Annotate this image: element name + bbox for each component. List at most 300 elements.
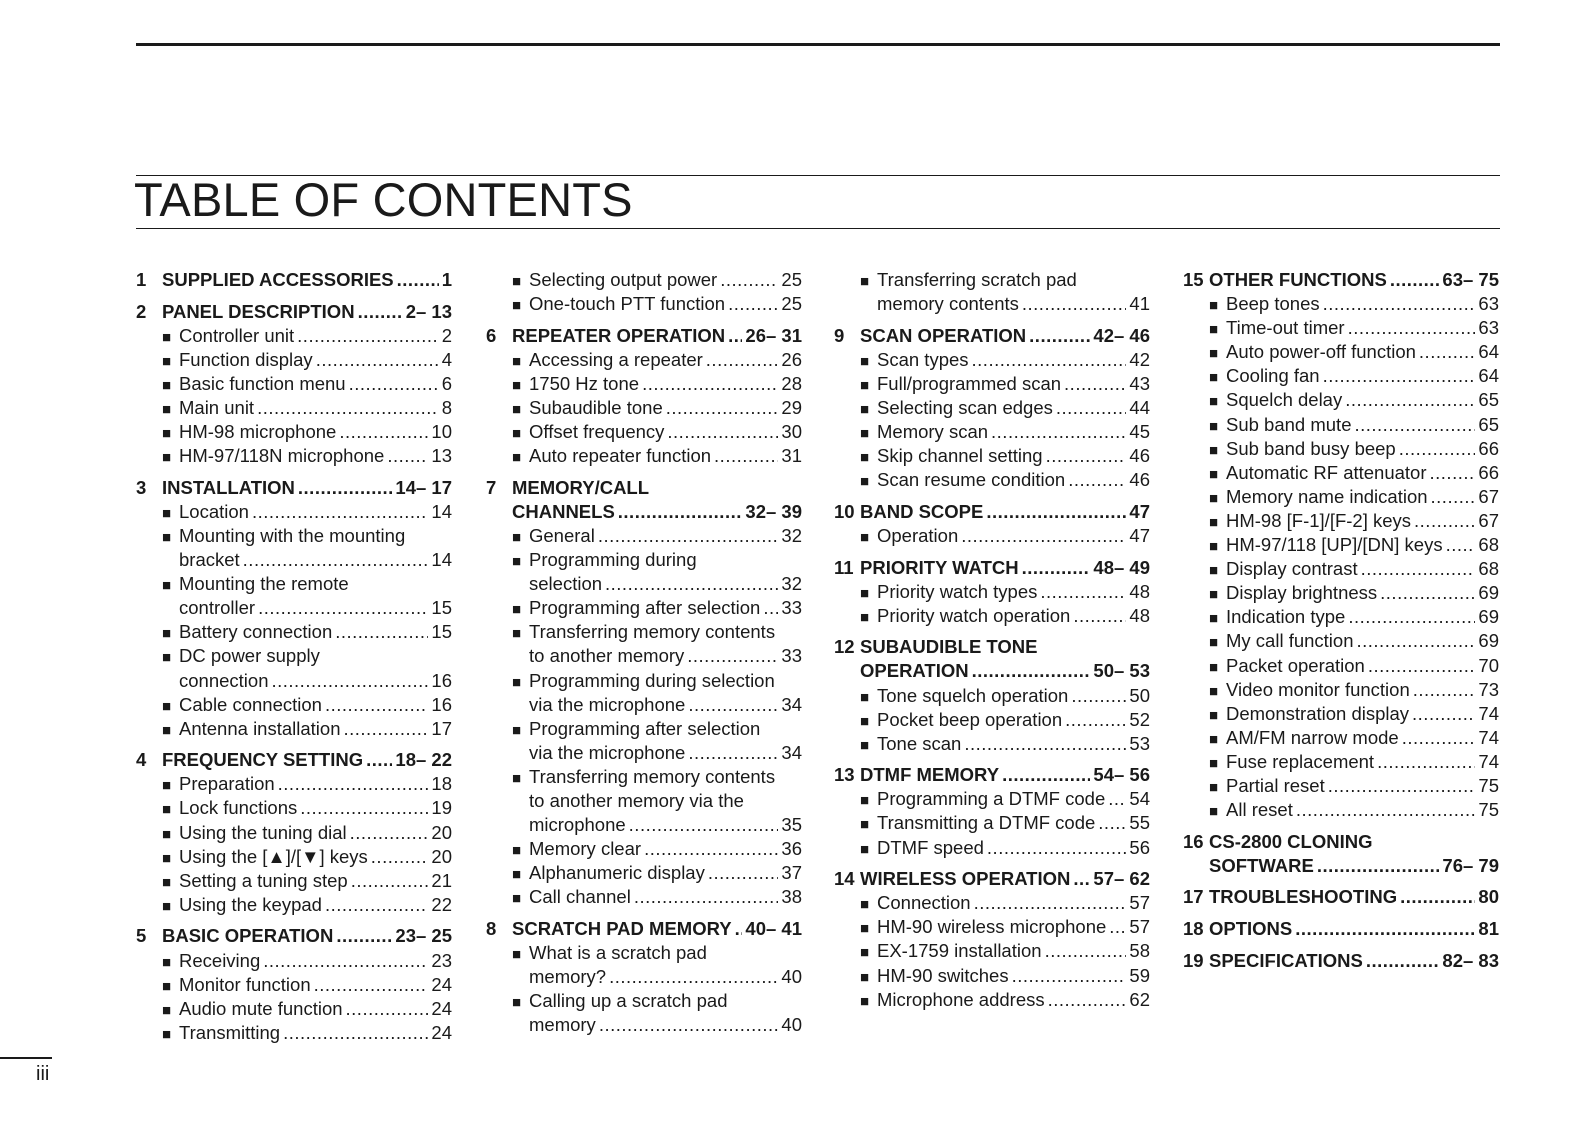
toc-item-entry[interactable] (1183, 557, 1499, 581)
entry-title: DC power supply (179, 645, 320, 667)
toc-item-entry[interactable] (834, 988, 1150, 1012)
entry-title: My call function (1226, 630, 1354, 652)
page-reference: 66 (1478, 461, 1499, 483)
dot-leader (278, 772, 429, 796)
bullet-square-icon: ■ (512, 352, 522, 370)
dot-leader (336, 924, 392, 948)
entry-title: Tone scan (877, 732, 962, 754)
dot-leader (1046, 444, 1127, 468)
toc-item-entry[interactable] (1183, 581, 1499, 605)
toc-item-entry[interactable] (834, 396, 1150, 420)
toc-section-entry[interactable] (834, 324, 1150, 348)
dot-leader (987, 836, 1127, 860)
page-reference: 40– 41 (745, 917, 802, 939)
dot-leader (1073, 604, 1126, 628)
entry-title: Sub band mute (1226, 413, 1352, 435)
bullet-square-icon: ■ (860, 352, 870, 370)
toc-section-entry[interactable] (136, 268, 452, 292)
bullet-square-icon: ■ (1209, 706, 1219, 724)
section-number: 12 (834, 636, 855, 658)
entry-title: Transmitting a DTMF code (877, 812, 1096, 834)
dot-leader (350, 821, 429, 845)
dot-leader (1056, 396, 1127, 420)
toc-item-entry[interactable] (1183, 533, 1499, 557)
dot-leader (263, 949, 428, 973)
dot-leader (974, 891, 1127, 915)
toc-item-entry-continued[interactable] (486, 789, 802, 813)
page-reference: 73 (1478, 678, 1499, 700)
bullet-square-icon: ■ (512, 273, 522, 290)
page-reference: 70 (1478, 654, 1499, 676)
toc-item-entry[interactable] (834, 964, 1150, 988)
dot-leader (972, 348, 1127, 372)
page-reference: 14 (431, 549, 452, 571)
toc-item-entry[interactable] (1183, 509, 1499, 533)
toc-item-entry[interactable] (136, 821, 452, 845)
toc-item-entry-continued[interactable] (486, 693, 802, 717)
toc-section-entry[interactable] (1183, 917, 1499, 941)
toc-item-entry[interactable] (486, 861, 802, 885)
entry-title: Cable connection (179, 693, 322, 715)
toc-section-entry[interactable] (136, 748, 452, 772)
entry-title: Battery connection (179, 621, 333, 643)
toc-item-entry[interactable] (136, 717, 452, 741)
toc-item-entry[interactable] (136, 845, 452, 869)
dot-leader (257, 396, 439, 420)
toc-column-4 (1183, 268, 1499, 973)
bullet-square-icon: ■ (860, 792, 870, 810)
toc-item-entry[interactable] (834, 939, 1150, 963)
page-reference: 64 (1478, 365, 1499, 387)
page-reference: 31 (781, 445, 802, 467)
dot-leader (325, 893, 428, 917)
bullet-square-icon: ■ (860, 736, 870, 754)
entry-title: Offset frequency (529, 421, 665, 443)
toc-item-entry[interactable] (136, 500, 452, 524)
toc-item-entry[interactable] (136, 324, 452, 348)
toc-item-entry-continued[interactable] (486, 1013, 802, 1037)
toc-item-entry[interactable] (486, 837, 802, 861)
entry-title: MEMORY/CALL (512, 476, 650, 498)
dot-leader (629, 813, 779, 837)
entry-title: DTMF MEMORY (860, 764, 1000, 786)
page-reference: 25 (781, 269, 802, 290)
entry-title: Scan types (877, 348, 969, 370)
toc-section-entry[interactable] (834, 556, 1150, 580)
dot-leader (1419, 340, 1476, 364)
dot-leader (397, 268, 439, 292)
toc-item-entry[interactable] (1183, 678, 1499, 702)
toc-item-entry[interactable] (136, 973, 452, 997)
toc-item-entry[interactable] (486, 941, 802, 965)
entry-title: Memory name indication (1226, 485, 1428, 507)
toc-item-entry[interactable] (136, 997, 452, 1021)
entry-title: selection (529, 573, 603, 595)
toc-section-entry[interactable] (1183, 830, 1499, 854)
bullet-square-icon: ■ (512, 297, 522, 315)
section-number: 1 (136, 269, 147, 290)
page-reference: 43 (1129, 372, 1150, 394)
toc-item-entry[interactable] (834, 420, 1150, 444)
toc-item-entry-continued[interactable] (834, 292, 1150, 316)
toc-item-entry[interactable] (136, 620, 452, 644)
toc-item-entry[interactable] (834, 708, 1150, 732)
bullet-square-icon: ■ (1209, 513, 1219, 531)
page-reference: 63– 75 (1442, 269, 1499, 290)
page-reference: 15 (431, 621, 452, 643)
page-reference: 16 (431, 669, 452, 691)
toc-item-entry[interactable] (136, 893, 452, 917)
bullet-square-icon: ■ (860, 920, 870, 938)
entry-title: HM-97/118N microphone (179, 445, 385, 467)
toc-section-entry[interactable] (486, 476, 802, 500)
entry-title: Using the tuning dial (179, 821, 347, 843)
bullet-square-icon: ■ (860, 968, 870, 986)
page-reference: 69 (1478, 630, 1499, 652)
toc-item-entry[interactable] (136, 572, 452, 596)
toc-section-entry-continued[interactable] (1183, 854, 1499, 878)
page-reference: 65 (1478, 413, 1499, 435)
dot-leader (339, 420, 428, 444)
page-reference: 23 (431, 949, 452, 971)
dot-leader (1368, 654, 1476, 678)
toc-item-entry[interactable] (834, 524, 1150, 548)
toc-item-entry-continued[interactable] (486, 572, 802, 596)
toc-section-entry[interactable] (486, 324, 802, 348)
bullet-square-icon: ■ (860, 840, 870, 858)
bullet-square-icon: ■ (512, 842, 522, 860)
toc-item-entry[interactable] (1183, 629, 1499, 653)
page-reference: 42 (1129, 348, 1150, 370)
entry-title: Beep tones (1226, 293, 1320, 315)
dot-leader (609, 965, 778, 989)
header-rule (136, 43, 1500, 46)
dot-leader (728, 324, 742, 348)
entry-title: HM-98 [F-1]/[F-2] keys (1226, 509, 1412, 531)
toc-item-entry[interactable] (834, 372, 1150, 396)
toc-item-entry[interactable] (834, 787, 1150, 811)
toc-item-entry[interactable] (834, 684, 1150, 708)
dot-leader (634, 885, 779, 909)
bullet-square-icon: ■ (860, 473, 870, 491)
toc-item-entry[interactable] (136, 644, 452, 668)
page-reference: 33 (781, 645, 802, 667)
entry-title: Controller unit (179, 324, 295, 346)
toc-item-entry[interactable] (1183, 461, 1499, 485)
page-reference: 69 (1478, 582, 1499, 604)
page-reference: 26– 31 (745, 324, 802, 346)
section-number: 14 (834, 868, 855, 890)
toc-item-entry[interactable] (1183, 702, 1499, 726)
title-rule-bottom (136, 228, 1500, 229)
entry-title: Partial reset (1226, 774, 1325, 796)
page-reference: 53 (1129, 732, 1150, 754)
toc-section-entry[interactable] (834, 635, 1150, 659)
page-reference: 41 (1129, 293, 1150, 315)
page-reference: 38 (781, 886, 802, 908)
entry-title: connection (179, 669, 269, 691)
toc-item-entry[interactable] (1183, 316, 1499, 340)
toc-section-entry[interactable] (486, 917, 802, 941)
toc-section-entry[interactable] (1183, 268, 1499, 292)
toc-item-entry[interactable] (834, 444, 1150, 468)
entry-title: memory contents (877, 293, 1019, 315)
entry-title: OPERATION (860, 660, 969, 682)
page-reference: 16 (431, 693, 452, 715)
bullet-square-icon: ■ (860, 425, 870, 443)
bullet-square-icon: ■ (1209, 489, 1219, 507)
toc-item-entry[interactable] (486, 420, 802, 444)
dot-leader (371, 845, 429, 869)
toc-item-entry[interactable] (834, 891, 1150, 915)
section-number: 10 (834, 500, 855, 522)
bullet-square-icon: ■ (512, 673, 522, 691)
dot-leader (387, 444, 428, 468)
dot-leader (1073, 867, 1090, 891)
dot-leader (763, 596, 778, 620)
toc-item-entry[interactable] (1183, 605, 1499, 629)
toc-item-entry[interactable] (486, 620, 802, 644)
toc-item-entry[interactable] (486, 372, 802, 396)
toc-item-entry[interactable] (1183, 340, 1499, 364)
entry-title: Memory clear (529, 838, 642, 860)
dot-leader (1045, 939, 1127, 963)
bullet-square-icon: ■ (162, 425, 172, 443)
toc-item-entry-continued[interactable] (136, 548, 452, 572)
toc-item-entry[interactable] (136, 949, 452, 973)
toc-item-entry[interactable] (136, 869, 452, 893)
page-reference: 68 (1478, 534, 1499, 556)
page-reference: 57 (1129, 916, 1150, 938)
toc-section-entry[interactable] (136, 476, 452, 500)
toc-item-entry[interactable] (1183, 413, 1499, 437)
dot-leader (343, 717, 428, 741)
dot-leader (1108, 787, 1126, 811)
bullet-square-icon: ■ (1209, 658, 1219, 676)
section-number: 5 (136, 925, 147, 947)
page-reference: 24 (431, 973, 452, 995)
dot-leader (1431, 485, 1476, 509)
dot-leader (271, 669, 428, 693)
bullet-square-icon: ■ (162, 528, 172, 546)
toc-item-entry[interactable] (136, 1021, 452, 1045)
bullet-square-icon: ■ (512, 890, 522, 908)
toc-item-entry[interactable] (486, 765, 802, 789)
entry-title: HM-97/118 [UP]/[DN] keys (1226, 534, 1443, 556)
page-reference: 57– 62 (1093, 868, 1150, 890)
toc-item-entry-continued[interactable] (486, 644, 802, 668)
toc-item-entry[interactable] (136, 772, 452, 796)
toc-section-entry[interactable] (834, 763, 1150, 787)
toc-item-entry[interactable] (834, 580, 1150, 604)
entry-title: PANEL DESCRIPTION (162, 300, 355, 322)
dot-leader (688, 741, 778, 765)
entry-title: Microphone address (877, 988, 1045, 1010)
toc-item-entry[interactable] (136, 348, 452, 372)
entry-title: Programming after selection (529, 717, 761, 739)
entry-title: Alphanumeric display (529, 862, 705, 884)
toc-item-entry[interactable] (1183, 798, 1499, 822)
dot-leader (642, 372, 778, 396)
page-reference: 18– 22 (395, 749, 452, 771)
bullet-square-icon: ■ (1209, 417, 1219, 435)
bullet-square-icon: ■ (512, 946, 522, 964)
bullet-square-icon: ■ (860, 944, 870, 962)
page-reference: 64 (1478, 341, 1499, 363)
toc-section-entry[interactable] (136, 300, 452, 324)
dot-leader (366, 748, 392, 772)
entry-title: controller (179, 597, 256, 619)
dot-leader (1380, 581, 1475, 605)
toc-item-entry[interactable] (834, 915, 1150, 939)
page-reference: 69 (1478, 606, 1499, 628)
toc-item-entry[interactable] (1183, 750, 1499, 774)
toc-item-entry[interactable] (486, 292, 802, 316)
toc-item-entry[interactable] (834, 732, 1150, 756)
toc-item-entry[interactable] (486, 548, 802, 572)
toc-item-entry[interactable] (486, 669, 802, 693)
entry-title: via the microphone (529, 741, 686, 763)
entry-title: What is a scratch pad (529, 942, 707, 964)
bullet-square-icon: ■ (1209, 441, 1219, 459)
toc-item-entry[interactable] (136, 396, 452, 420)
toc-section-entry[interactable] (1183, 885, 1499, 909)
toc-item-entry[interactable] (136, 444, 452, 468)
entry-title: BAND SCOPE (860, 500, 984, 522)
toc-item-entry[interactable] (486, 989, 802, 1013)
toc-item-entry[interactable] (486, 524, 802, 548)
bullet-square-icon: ■ (162, 897, 172, 915)
entry-title: Pocket beep operation (877, 708, 1063, 730)
page-reference: 34 (781, 741, 802, 763)
dot-leader (961, 524, 1126, 548)
toc-item-entry[interactable] (136, 372, 452, 396)
page-reference: 23– 25 (395, 925, 452, 947)
bullet-square-icon: ■ (860, 584, 870, 602)
dot-leader (1012, 964, 1127, 988)
toc-item-entry[interactable] (1183, 388, 1499, 412)
page-reference: 54 (1129, 788, 1150, 810)
bullet-square-icon: ■ (162, 1025, 172, 1043)
toc-item-entry-continued[interactable] (486, 965, 802, 989)
dot-leader (1402, 726, 1476, 750)
page-reference: 18 (431, 773, 452, 795)
dot-leader (1048, 988, 1127, 1012)
entry-title: Lock functions (179, 797, 298, 819)
toc-item-entry-continued[interactable] (136, 669, 452, 693)
page-reference: 82– 83 (1442, 949, 1499, 971)
section-number: 19 (1183, 949, 1204, 971)
toc-item-entry[interactable] (834, 604, 1150, 628)
page-reference: 74 (1478, 702, 1499, 724)
toc-item-entry[interactable] (486, 885, 802, 909)
bullet-square-icon: ■ (162, 697, 172, 715)
page-reference: 8 (441, 396, 452, 418)
dot-leader (972, 659, 1091, 683)
entry-title: Accessing a repeater (529, 348, 703, 370)
entry-title: INSTALLATION (162, 476, 295, 498)
page-reference: 29 (781, 396, 802, 418)
dot-leader (598, 524, 779, 548)
toc-item-entry[interactable] (486, 717, 802, 741)
toc-item-entry[interactable] (136, 796, 452, 820)
toc-item-entry[interactable] (486, 348, 802, 372)
toc-item-entry[interactable] (1183, 726, 1499, 750)
toc-item-entry[interactable] (486, 396, 802, 420)
toc-item-entry[interactable] (834, 836, 1150, 860)
bullet-square-icon: ■ (512, 625, 522, 643)
toc-item-entry[interactable] (136, 693, 452, 717)
page-reference: 63 (1478, 293, 1499, 315)
toc-item-entry[interactable] (1183, 485, 1499, 509)
toc-item-entry-continued[interactable] (486, 813, 802, 837)
entry-title: Automatic RF attenuator (1226, 461, 1427, 483)
dot-leader (599, 1013, 779, 1037)
page-reference: 35 (781, 814, 802, 836)
page-reference: 4 (441, 348, 452, 370)
dot-leader (346, 997, 429, 1021)
bullet-square-icon: ■ (162, 400, 172, 418)
bullet-square-icon: ■ (1209, 465, 1219, 483)
toc-item-entry[interactable] (834, 348, 1150, 372)
bullet-square-icon: ■ (860, 273, 870, 290)
bullet-square-icon: ■ (1209, 586, 1219, 604)
entry-title: Main unit (179, 396, 255, 418)
toc-section-entry[interactable] (834, 867, 1150, 891)
entry-title: Audio mute function (179, 997, 343, 1019)
dot-leader (1399, 437, 1476, 461)
toc-item-entry[interactable] (834, 468, 1150, 492)
toc-item-entry[interactable] (136, 420, 452, 444)
toc-item-entry[interactable] (486, 444, 802, 468)
toc-item-entry[interactable] (1183, 654, 1499, 678)
entry-title: SUPPLIED ACCESSORIES (162, 269, 394, 290)
section-number: 11 (834, 556, 854, 578)
toc-item-entry[interactable] (834, 268, 1150, 292)
toc-item-entry[interactable] (1183, 292, 1499, 316)
toc-item-entry-continued[interactable] (486, 741, 802, 765)
entry-title: SCRATCH PAD MEMORY (512, 917, 732, 939)
page-reference: 74 (1478, 750, 1499, 772)
toc-item-entry-continued[interactable] (136, 596, 452, 620)
toc-section-entry-continued[interactable] (486, 500, 802, 524)
toc-item-entry[interactable] (136, 524, 452, 548)
toc-item-entry[interactable] (486, 596, 802, 620)
dot-leader (708, 861, 779, 885)
bullet-square-icon: ■ (162, 449, 172, 467)
entry-title: All reset (1226, 799, 1293, 821)
toc-section-entry[interactable] (834, 500, 1150, 524)
section-number: 18 (1183, 917, 1204, 939)
page-reference: 75 (1478, 799, 1499, 821)
page-reference: 40 (781, 1014, 802, 1036)
toc-item-entry[interactable] (834, 811, 1150, 835)
bullet-square-icon: ■ (860, 992, 870, 1010)
bullet-square-icon: ■ (860, 608, 870, 626)
entry-title: Demonstration display (1226, 702, 1410, 724)
page-reference: 50– 53 (1093, 660, 1150, 682)
toc-item-entry[interactable] (486, 268, 802, 292)
entry-title: SUBAUDIBLE TONE (860, 636, 1038, 658)
toc-item-entry[interactable] (1183, 364, 1499, 388)
bullet-square-icon: ■ (1209, 634, 1219, 652)
toc-section-entry[interactable] (1183, 949, 1499, 973)
toc-section-entry-continued[interactable] (834, 659, 1150, 683)
toc-item-entry[interactable] (1183, 437, 1499, 461)
toc-item-entry[interactable] (1183, 774, 1499, 798)
dot-leader (1361, 557, 1476, 581)
toc-section-entry[interactable] (136, 924, 452, 948)
